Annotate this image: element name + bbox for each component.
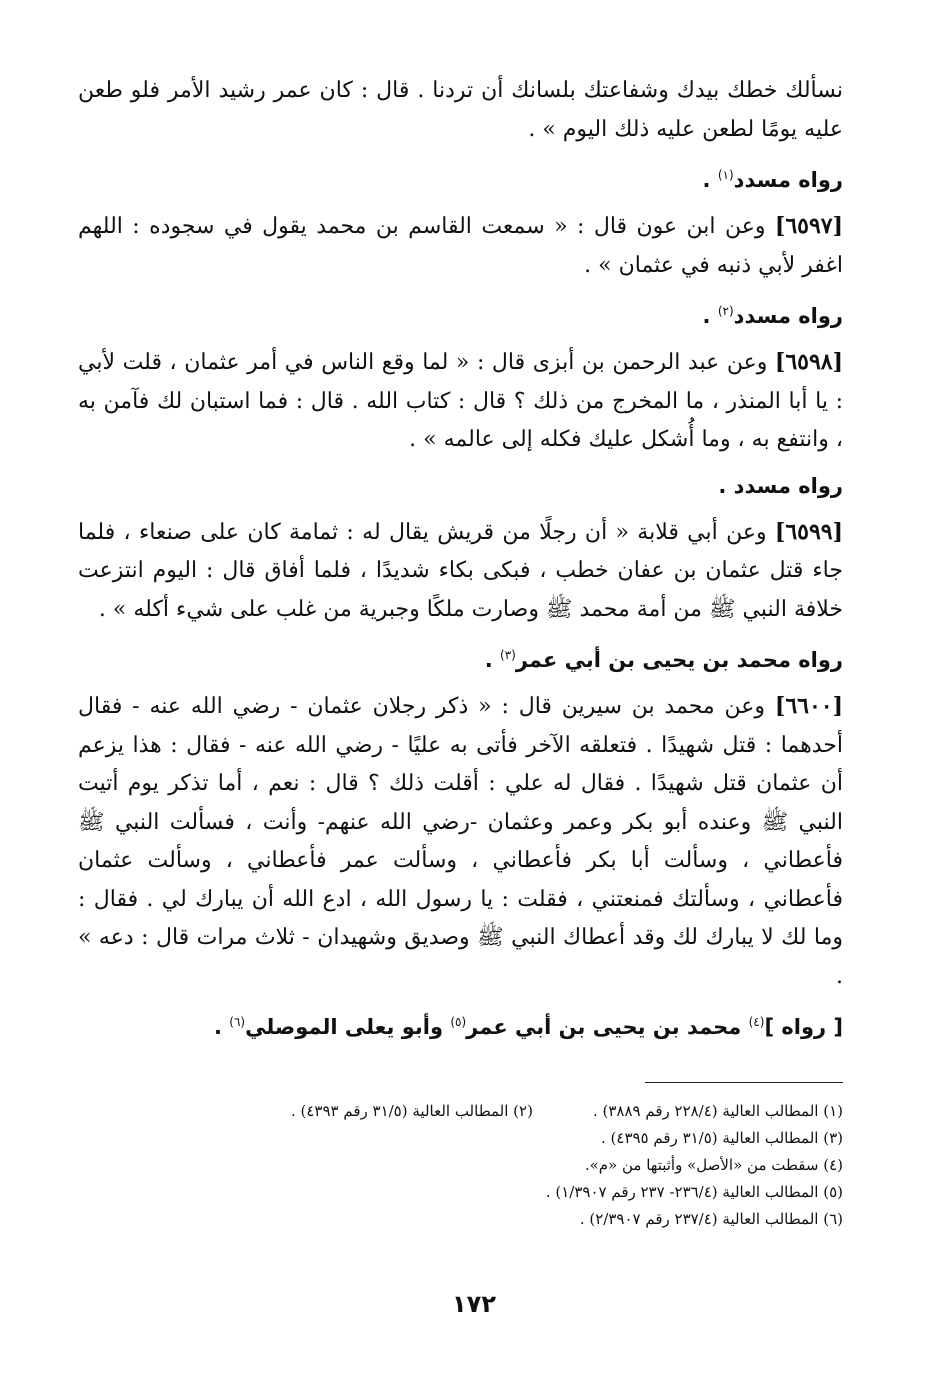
source-tail: . — [484, 648, 500, 672]
footnote-ref[interactable]: (٣) — [500, 648, 516, 662]
source-bracket: [ رواه ] — [764, 1015, 843, 1039]
footnote-ref[interactable]: (٥) — [450, 1015, 467, 1029]
hadith-6598 — [78, 343, 843, 460]
footnote-5: (٥) المطالب العالية (٢٣٦/٤- ٢٣٧ رقم ١/٣٩٠٧) . — [545, 1183, 843, 1201]
hadith-number: [٦٦٠٠] — [774, 693, 843, 719]
footnotes — [78, 1098, 843, 1233]
footnote-1: (١) المطالب العالية (٢٢٨/٤ رقم ٣٨٨٩) . — [592, 1102, 843, 1120]
footnote-ref[interactable]: (١) — [717, 168, 734, 182]
source-text: محمد بن يحيى بن أبي عمر — [466, 1015, 749, 1039]
footnote-ref[interactable]: (٤) — [748, 1015, 765, 1029]
source-text: رواه مسدد — [733, 304, 843, 328]
footnote-ref[interactable]: (٢) — [717, 304, 734, 318]
source-tail: . — [702, 168, 718, 192]
hadith-number: [٦٥٩٧] — [774, 213, 843, 239]
hadith-6599 — [78, 513, 843, 630]
source-line — [78, 158, 843, 197]
footnote-3: (٣) المطالب العالية (٣١/٥ رقم ٤٣٩٥) . — [601, 1129, 843, 1147]
page-number: ١٧٢ — [452, 1290, 496, 1318]
footnote-6: (٦) المطالب العالية (٢٣٧/٤ رقم ٢/٣٩٠٧) . — [579, 1210, 843, 1228]
hadith-text: وعن أبي قلابة « أن رجلًا من قريش يقال له : ثمامة كان على صنعاء ، فلما جاء قتل عثمان بن عفان خطب ، فبكى بكاء شديدًا ، فلما أفاق قال : اليوم انتزعت خلافة النبي ﷺ من أمة محمد ﷺ وصارت ملكًا وجبرية من غلب على شيء أكله » . — [78, 519, 843, 622]
source-text: رواه محمد بن يحيى بن أبي عمر — [515, 648, 843, 672]
hadith-6597 — [78, 207, 843, 285]
footnote-2: (٢) المطالب العالية (٣١/٥ رقم ٤٣٩٣) . — [290, 1102, 533, 1120]
hadith-number: [٦٥٩٩] — [774, 518, 843, 545]
source-line-final — [78, 1005, 843, 1044]
source-line — [78, 638, 843, 677]
source-tail: . — [718, 473, 734, 498]
hadith-text: وعن عبد الرحمن بن أبزى قال : « لما وقع الناس في أمر عثمان ، قلت لأبي : يا أبا المنذر ، ما المخرج من ذلك ؟ قال : كتاب الله . قال : فما استبان لك فآمن به ، وانتفع به ، وما أُشكل عليك فكله إلى عالمه » . — [78, 350, 843, 452]
footnote-separator — [645, 1082, 843, 1083]
source-text: رواه مسدد — [733, 473, 843, 498]
paragraph-continuation: نسألك خطك بيدك وشفاعتك بلسانك أن تردنا . قال : كان عمر رشيد الأمر فلو طعن عليه يومًا لطعن عليه ذلك اليوم » . — [78, 78, 843, 142]
source-text: رواه مسدد — [733, 168, 843, 192]
hadith-text: وعن ابن عون قال : « سمعت القاسم بن محمد يقول في سجوده : اللهم اغفر لأبي ذنبه في عثمان » . — [78, 214, 843, 278]
source-tail: . — [213, 1015, 230, 1039]
hadith-6600 — [78, 687, 843, 996]
page-body — [78, 72, 843, 1054]
footnote-4: (٤) سقطت من «الأصل» وأثبتها من «م». — [584, 1156, 843, 1174]
source-line — [78, 469, 843, 503]
source-line — [78, 294, 843, 333]
hadith-number: [٦٥٩٨] — [774, 349, 843, 375]
hadith-text: وعن محمد بن سيرين قال : « ذكر رجلان عثمان - رضي الله عنه - فقال أحدهما : قتل شهيدًا . فتعلقه الآخر فأتى به عليًا - رضي الله عنه - فقال : هذا يزعم أن عثمان قتل شهيدًا . فقال له علي : أقلت ذلك ؟ قال : نعم ، أما تذكر يوم أتيت النبي ﷺ وعنده أبو بكر وعمر وعثمان -رضي الله عنهم- وأنت ، فسألت النبي ﷺ فأعطاني ، وسألت أبا بكر فأعطاني ، وسألت عمر فأعطاني ، وسألت عثمان فأعطاني ، وسألتك فمنعتني ، فقلت : يا رسول الله ، ادع الله أن يبارك لي . فقال : وما لك لا يبارك لك وقد أعطاك النبي ﷺ وصديق وشهيدان - ثلاث مرات قال : دعه » . — [78, 694, 843, 989]
source-text: وأبو يعلى الموصلي — [245, 1015, 451, 1039]
footnote-ref[interactable]: (٦) — [229, 1015, 246, 1029]
source-tail: . — [702, 304, 718, 328]
footnote-row — [78, 1098, 843, 1125]
